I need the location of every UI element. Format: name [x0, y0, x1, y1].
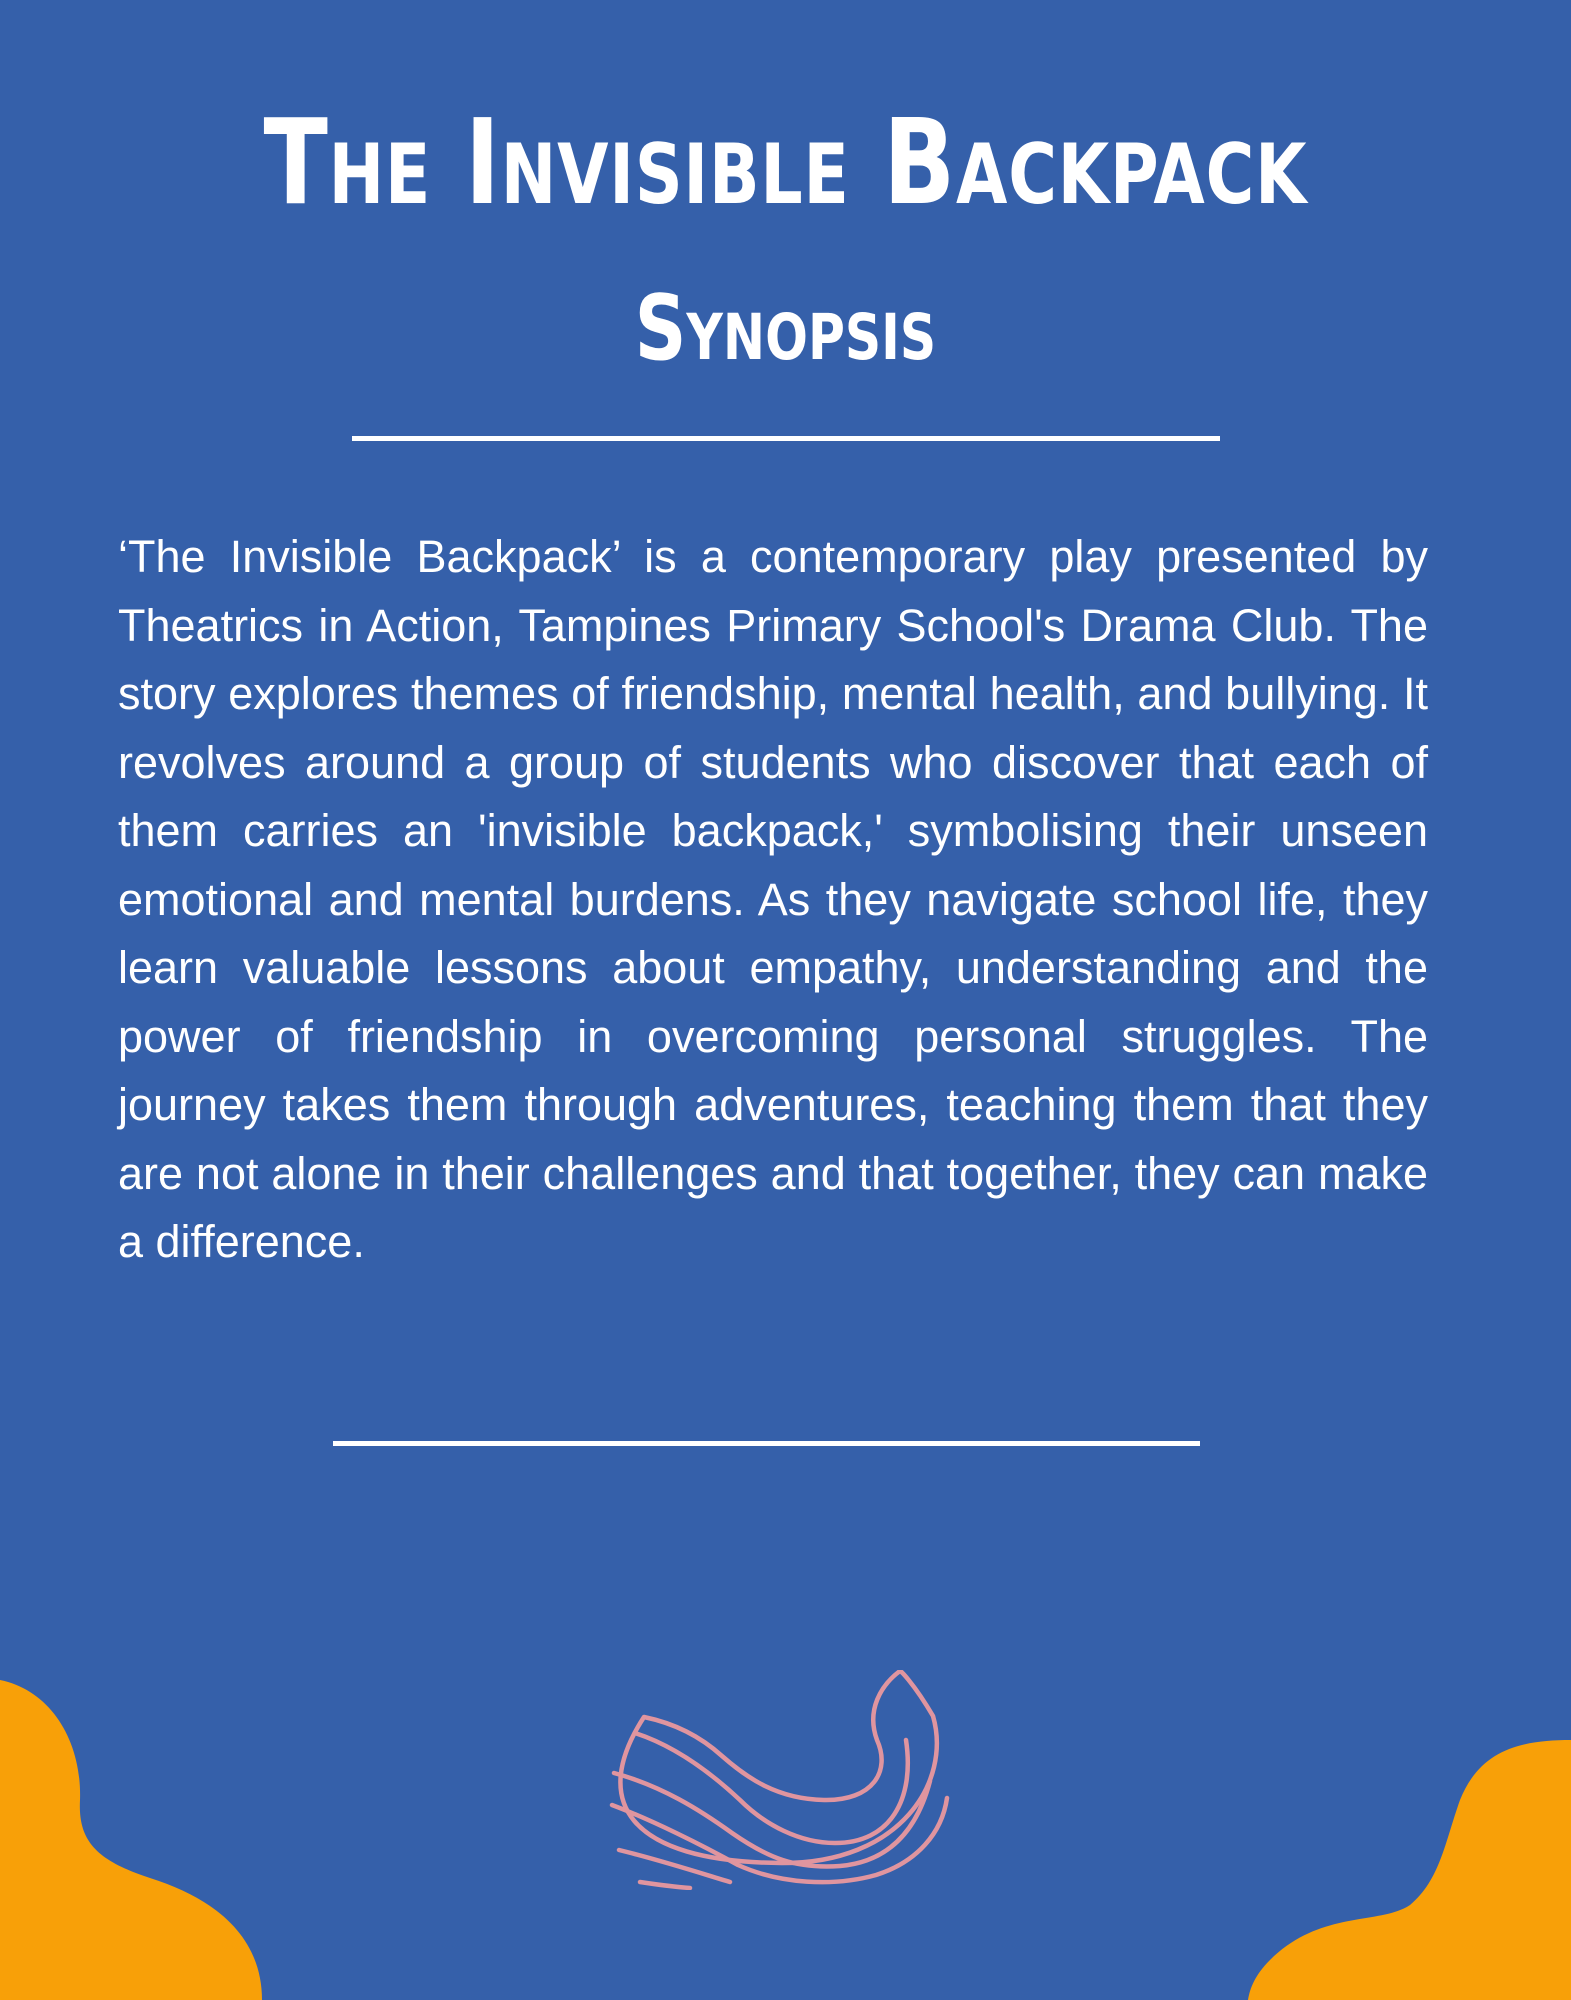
orange-blob-right — [1240, 1730, 1571, 2000]
orange-blob-left — [0, 1670, 270, 2000]
synopsis-text: ‘The Invisible Backpack’ is a contemporary play presented by Theatrics in Action, Tampines Primary School's Drama Club. The story explores themes of friendship, mental health, and bullying. It revolves around a group of students who discover that each of them carries an 'invisible backpack,' symbolising their unseen emotional and mental burdens. As they navigate school life, they learn valuable lessons about empathy, understanding and the power of friendship in overcoming personal struggles. The journey takes them through adventures, teaching them that they are not alone in their challenges and that together, they can make a difference. — [118, 531, 1428, 1267]
section-heading: Synopsis — [634, 276, 937, 381]
top-divider — [352, 436, 1220, 441]
bottom-divider — [333, 1441, 1200, 1446]
page-title: The Invisible Backpack — [263, 93, 1308, 231]
wave-orb-icon — [600, 1670, 970, 1890]
